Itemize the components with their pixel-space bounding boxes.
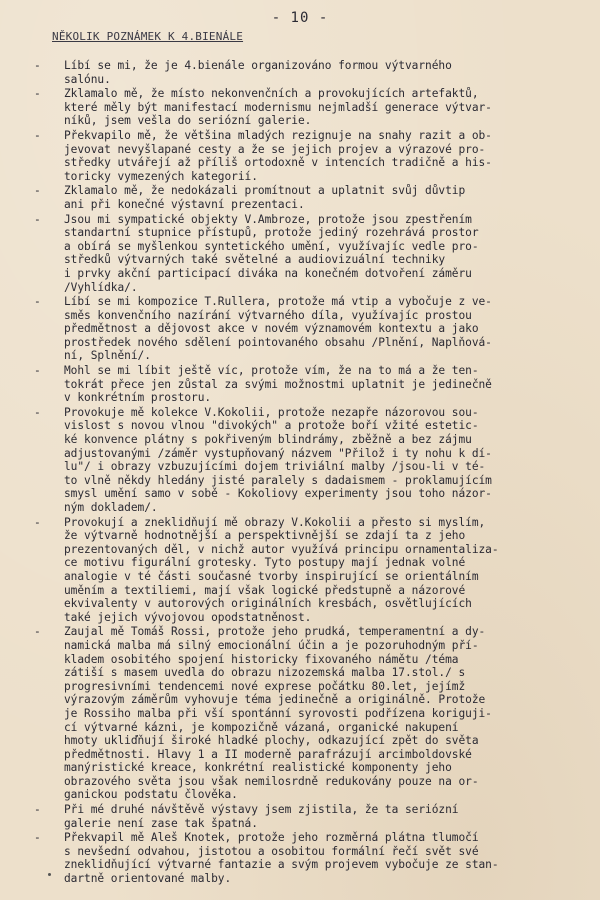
text-line: prostředek nového sdělení pointovaného obsahu /Plnění, Naplňová- [64,335,492,349]
text-line: předmětnost a dějovost akce v novém významovém kontextu a jako [64,322,479,336]
list-item [34,184,582,211]
text-line: předmětnosti. Hlavy 1 a II moderně parafrázují arcimboldovské [64,747,472,761]
text-line: prezentovaných děl, v nichž autor využívá principu ornamentaliza- [64,542,499,556]
bullet-dash: - [34,803,41,817]
text-line: Líbí se mi, že je 4.bienále organizováno formou výtvarného [64,59,452,72]
list-item [34,295,582,363]
text-line: ným dokladem/. [64,501,158,514]
text-line: Překvapil mě Aleš Knotek, protože jeho rozměrná plátna tlumočí [64,831,479,845]
text-line: cí výtvarné kázni, je kompozičně vázaná, organické nakupení [64,720,459,734]
text-line: namická malba má silný emocionální účin a je pozoruhodným pří- [64,638,479,652]
text-line: adjustovanými /záměr vystupňovaný názvem "Přilož i ty nohu k dí- [64,446,492,460]
text-line: že výtvarně hodnotnější a perspektivnější se zdají ta z jeho [64,529,466,543]
text-line: kladem osobitého spojení historicky fixovaného námětu /téma [64,652,459,666]
text-line: ké konvence plátny s pokřiveným blindrámy, zběžně a bez zájmu [64,433,472,447]
text-line: zátiší s masem uvedla do obrazu nizozemská malba 17.stol./ s [64,666,466,680]
text-line: výrazovým záměrům vyhovuje téma jedinečně a originálně. Protože [64,693,486,707]
text-line: Provokuje mě kolekce V.Kokolii, protože nezapře názorovou sou- [64,405,479,419]
text-line: ganickou podstatu člověka. [64,788,238,802]
bullet-dash: - [34,212,41,226]
text-line: jevovat nevyšlapané cesty a že se jejich projev a výrazové pro- [64,142,486,156]
bullet-dash: - [34,59,41,72]
bullet-dash: - [34,128,41,142]
list-item [34,364,582,405]
text-line: Zaujal mě Tomáš Rossi, protože jeho prudká, temperamentní a dy- [64,625,486,639]
text-line: Při mé druhé návštěvě výstavy jsem zjistila, že ta seriózní [64,803,459,817]
text-line: Překvapilo mě, že většina mladých rezignuje na snahy razit a ob- [64,128,492,142]
text-line: je Rossiho malba při vší spontánní syrovosti podřízena koriguji- [64,706,492,720]
text-line: a obírá se myšlenkou syntetického umění, využívajíc vedle pro- [64,239,479,253]
text-line: s nevšední odvahou, jistotou a osobitou formální řečí svět své [64,844,479,858]
text-line: salónu. [64,72,111,86]
text-line: ani při konečné výstavní prezentaci. [64,197,305,211]
list-item [34,516,582,625]
bullet-dash: - [34,625,41,639]
text-line: níků, jsem vešla do seriózní galerie. [64,114,312,128]
text-line: také jejich vývojovou opodstatněnost. [64,610,312,624]
text-line: lu"/ i obrazy vzbuzujícími dojem triviální malby /jsou-li v té- [64,460,486,474]
text-line: tokrát přece jen zůstal za svými možnostmi uplatnit je jedinečně [64,377,492,391]
text-line: progresivními tendencemi nové exprese počátku 80.let, jejímž [64,679,466,693]
notes-list [34,59,582,887]
bullet-dash: - [34,515,41,529]
text-line: uměním a textiliemi, mají však logické předstupně a názorové [64,583,466,597]
list-item [34,213,582,295]
text-line: Zklamalo mě, že nedokázali promítnout a uplatnit svůj důvtip [64,184,466,198]
bullet-dash: - [34,405,41,419]
text-line: Jsou mi sympatické objekty V.Ambroze, protože jsou zpestřením [64,212,472,226]
text-line: toricky vymezených kategorií. [64,169,258,183]
text-line: Líbí se mi kompozice T.Rullera, protože má vtip a vybočuje z ve- [64,295,492,309]
text-line: manýristické kreace, konkrétní realistické komponenty jeho [64,761,452,775]
list-item [34,831,582,885]
bullet-dash: - [34,364,41,378]
text-line: ekvivalenty v autorových originálních kresbách, osvětlujících [64,597,472,611]
list-item [34,803,582,830]
text-line: analogie v té části současné tvorby inspirující se orientálním [64,569,479,583]
page-number: - 10 - [271,10,329,26]
text-line: v konkrétním prostoru. [64,391,212,405]
bullet-dash: - [34,87,41,101]
list-item [34,625,582,802]
text-line: ce motivu figurální grotesky. Tyto postupy mají jednak volné [64,556,466,570]
bullet-dash: - [34,184,41,198]
list-item [34,87,582,128]
list-item [34,59,582,86]
list-item [34,129,582,183]
text-line: to vlně někdy hledány jisté paralely s dadaismem - proklamujícím [64,473,492,487]
text-line: Mohl se mi líbit ještě víc, protože vím, že na to má a že ten- [64,364,479,378]
text-line: které měly být manifestací modernismu nejmladší generace výtvar- [64,100,492,114]
text-line: Zklamalo mě, že místo nekonvenčních a provokujících artefaktů, [64,87,479,101]
text-line: /Vyhlídka/. [64,280,138,294]
text-line: středky utvářejí až příliš ortodoxně v intencích tradičně a his- [64,156,492,170]
bullet-dash: - [34,831,41,845]
text-line: dartně orientované malby. [64,872,232,886]
ink-dot [48,873,51,876]
bullet-dash: - [34,295,41,309]
text-line: i prvky akční participací diváka na konečném dotvoření záměru [64,266,472,280]
text-line: hmoty ukliďňují široké hladké plochy, odkazující zpět do světa [64,734,479,748]
text-line: směs konvenčního nazírání výtvarného díla, využívajíc prostou [64,308,472,322]
text-line: zneklidňující výtvarné fantazie a svým projevem vybočuje ze stan- [64,858,499,872]
text-line: standartní stupnice přístupů, protože jediný rozehrává prostor [64,226,479,240]
text-line: Provokují a zneklidňují mě obrazy V.Kokolii a přesto si myslím, [64,515,486,529]
text-line: ní, Splnění/. [64,349,151,363]
text-line: smysl umění samo v sobě - Kokoliovy experimenty jsou toho názor- [64,487,492,501]
text-line: galerie není zase tak špatná. [64,816,258,830]
text-line: obrazového světa jsou však nemilosrdně redukovány pouze na or- [64,774,479,788]
text-line: vislost s novou vlnou "divokých" a protože boří vžité estetic- [64,419,479,433]
section-heading: NĚKOLIK POZNÁMEK K 4.BIENÁLE [52,30,244,43]
text-line: středků výtvarných také světelné a audiovizuální techniky [64,253,446,267]
list-item [34,406,582,515]
